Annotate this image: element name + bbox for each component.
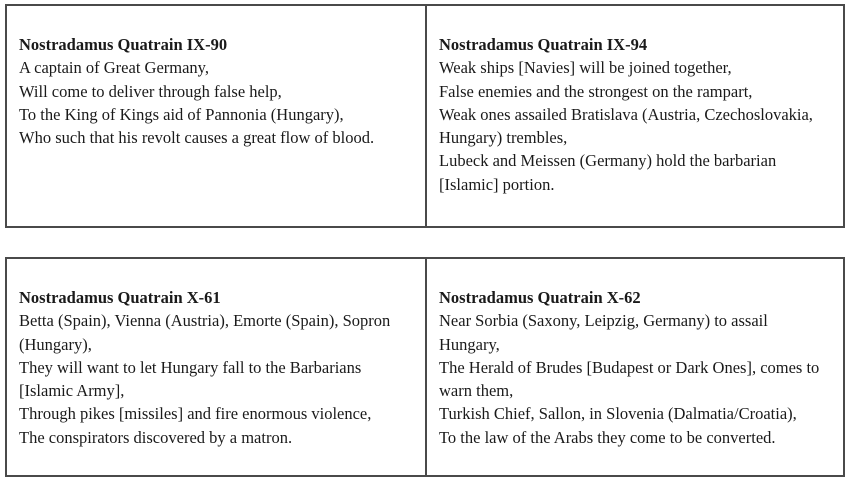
quatrain-line: False enemies and the strongest on the rampart, bbox=[439, 81, 753, 101]
quatrain-line: A captain of Great Germany, bbox=[19, 58, 209, 78]
quatrain-cell-x-62 bbox=[425, 259, 843, 475]
quatrain-line: Who such that his revolt causes a great flow of blood. bbox=[19, 128, 375, 148]
quatrain-line: Lubeck and Meissen (Germany) hold the barbarian [Islamic] portion. bbox=[439, 151, 777, 194]
quatrain-title: Nostradamus Quatrain X-61 bbox=[19, 288, 221, 307]
quatrain-line: They will want to let Hungary fall to the Barbarians [Islamic Army], bbox=[19, 357, 362, 401]
quatrain-cell-ix-94 bbox=[425, 6, 843, 226]
quatrain-line: Weak ones assailed Bratislava (Austria, Czechoslovakia, Hungary) trembles, bbox=[439, 104, 813, 148]
quatrain-line: Weak ships [Navies] will be joined together, bbox=[439, 58, 732, 78]
quatrain-table-bottom bbox=[5, 257, 845, 477]
quatrain-line: Through pikes [missiles] and fire enormous violence, bbox=[19, 404, 372, 424]
quatrain-line: To the King of Kings aid of Pannonia (Hungary), bbox=[19, 104, 344, 124]
quatrain-line: Will come to deliver through false help, bbox=[19, 81, 282, 101]
quatrain-line: To the law of the Arabs they come to be converted. bbox=[439, 427, 776, 447]
quatrain-line: The Herald of Brudes [Budapest or Dark Ones], comes to warn them, bbox=[439, 357, 820, 401]
quatrain-title: Nostradamus Quatrain IX-90 bbox=[19, 35, 228, 54]
quatrain-line: Betta (Spain), Vienna (Austria), Emorte (Spain), Sopron (Hungary), bbox=[19, 311, 391, 354]
quatrain-title: Nostradamus Quatrain X-62 bbox=[439, 288, 641, 307]
quatrain-line: The conspirators discovered by a matron. bbox=[19, 427, 293, 447]
quatrain-cell-x-61 bbox=[7, 259, 425, 475]
quatrain-title: Nostradamus Quatrain IX-94 bbox=[439, 35, 648, 54]
quatrain-line: Near Sorbia (Saxony, Leipzig, Germany) to assail Hungary, bbox=[439, 311, 768, 354]
quatrain-table-top bbox=[5, 4, 845, 228]
quatrain-cell-ix-90 bbox=[7, 6, 425, 226]
quatrain-line: Turkish Chief, Sallon, in Slovenia (Dalmatia/Croatia), bbox=[439, 404, 797, 424]
